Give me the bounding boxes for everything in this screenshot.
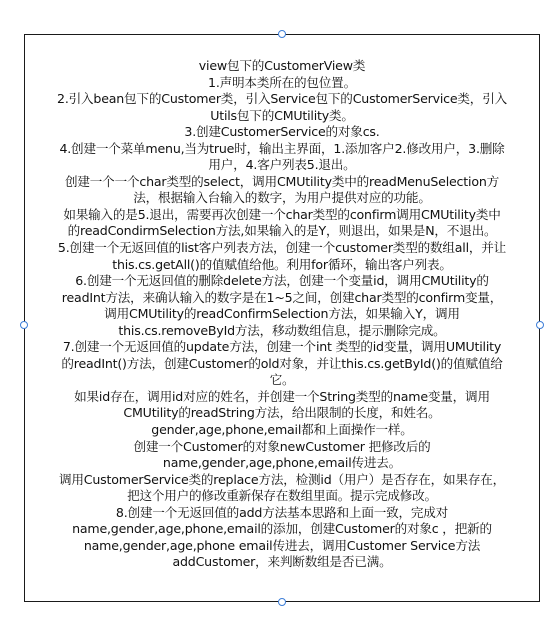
text-line: 如果输入的是5.退出，需要再次创建一个char类型的confirm调用CMUtility类中 [63, 206, 501, 222]
text-line: 4.创建一个菜单menu,当为true时，输出主界面，1.添加客户2.修改用户，3.删除 [59, 140, 505, 156]
text-line: name,gender,age,phone,email传进去。 [162, 455, 402, 471]
text-line: view包下的CustomerView类 [198, 58, 366, 73]
text-line: 它。 [269, 372, 295, 388]
text-line: 8.创建一个无返回值的add方法基本思路和上面一致，完成对 [115, 504, 449, 520]
resize-handle-top[interactable] [278, 30, 286, 38]
resize-handle-left[interactable] [20, 321, 28, 329]
text-line: 如果id存在，调用id对应的姓名，并创建一个String类型的name变量，调用 [74, 388, 490, 404]
text-line: 的readInt()方法，创建Customer的old对象，并让this.cs.getById()的值赋值给 [61, 355, 503, 371]
text-line: 用户，4.客户列表5.退出。 [208, 157, 356, 173]
text-line: 7.创建一个无返回值的update方法，创建一个int 类型的id变量，调用UMUtility [62, 339, 502, 355]
text-line: Utils包下的CMUtility类。 [210, 107, 354, 123]
text-line: name,gender,age,phone,email的添加，创建Customer的对象c ，把新的 [72, 521, 492, 537]
text-line: gender,age,phone,email都和上面操作一样。 [151, 422, 413, 438]
text-line: 把这个用户的修改重新保存在数组里面。提示完成修改。 [127, 488, 437, 504]
text-line: 调用CMUtility的readConfirmSelection方法，如果输入Y，调用 [104, 306, 460, 322]
resize-handle-bottom[interactable] [278, 598, 286, 606]
text-line: 1.声明本类所在的包位置。 [208, 74, 356, 90]
text-line: name,gender,age,phone email传进去，调用Customer Service方法 [83, 537, 481, 553]
text-line: 调用CustomerService类的replace方法，检测id（用户）是否存在，如果存在， [59, 471, 505, 487]
resize-handle-right[interactable] [536, 321, 544, 329]
text-line: 的readCondirmSelection方法,如果输入的是Y，则退出，如果是N，不退出。 [67, 223, 497, 239]
text-line: this.cs.removeById方法，移动数组信息，提示删除完成。 [118, 322, 446, 338]
text-line: 2.引入bean包下的Customer类，引入Service包下的CustomerService类，引入 [57, 91, 507, 107]
text-box-shape[interactable] [24, 34, 540, 602]
text-box-content [31, 58, 533, 571]
text-line: 5.创建一个无返回值的list客户列表方法，创建一个customer类型的数组all，并让 [57, 240, 507, 256]
text-line: 6.创建一个无返回值的删除delete方法，创建一个变量id，调用CMUtility的 [75, 273, 489, 289]
text-line: addCustomer，来判断数组是否已满。 [172, 554, 392, 570]
text-line: 3.创建CustomerService的对象cs. [184, 124, 380, 140]
text-line: 创建一个一个char类型的select，调用CMUtility类中的readMenuSelection方 [65, 173, 499, 189]
text-line: this.cs.getAll()的值赋值给他。利用for循环，输出客户列表。 [112, 256, 452, 272]
text-line: 创建一个Customer的对象newCustomer 把修改后的 [133, 438, 431, 454]
text-line: readInt方法，来确认输入的数字是在1~5之间，创建char类型的confirm变量， [61, 289, 503, 305]
text-line: 法，根据输入台输入的数字，为用户提供对应的功能。 [133, 190, 431, 206]
text-line: CMUtility的readString方法，给出限制的长度，和姓名。 [123, 405, 441, 421]
